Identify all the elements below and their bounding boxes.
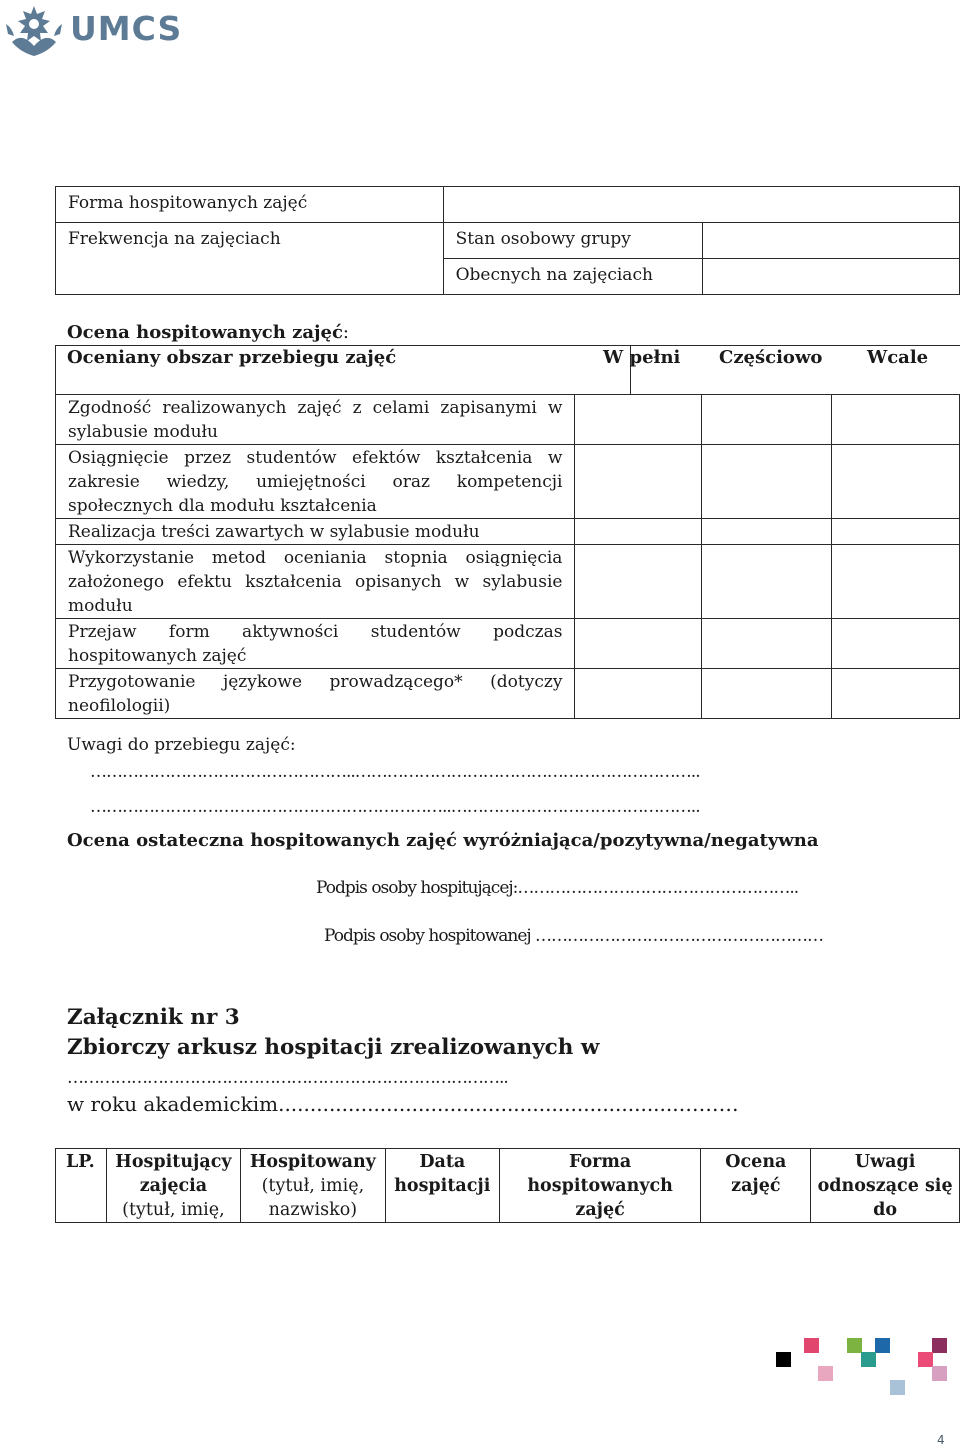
annex-dots[interactable]: ……………………………………………………………………….. — [67, 1068, 508, 1088]
rating-partial-cell[interactable] — [702, 545, 832, 619]
remarks-label: Uwagi do przebiegu zajęć: — [67, 735, 296, 755]
annex-subtitle: Zbiorczy arkusz hospitacji zrealizowanych w — [67, 1035, 600, 1060]
rating-partial-cell[interactable] — [702, 395, 832, 445]
assessment-row-label: Osiągnięcie przez studentów efektów kształcenia w zakresie wiedzy, umiejętności oraz kompetencji społecznych dla modułu kształcenia — [56, 445, 575, 519]
assessment-row-label: Przejaw form aktywności studentów podczas hospitowanych zajęć — [56, 619, 575, 669]
decor-square — [861, 1352, 876, 1367]
rating-none-cell[interactable] — [832, 545, 960, 619]
decor-square — [875, 1338, 890, 1353]
col-hospitowany-header: Hospitowany (tytuł, imię, nazwisko) — [240, 1149, 385, 1223]
remarks-line-1[interactable]: …………………………………………..……………………………………………………….. — [90, 762, 700, 782]
rating-none-cell[interactable] — [832, 445, 960, 519]
rating-partial-cell[interactable] — [702, 519, 832, 545]
decor-square — [847, 1338, 862, 1353]
assessment-row-label: Realizacja treści zawartych w sylabusie modułu — [56, 519, 575, 545]
col-lp-header: LP. — [56, 1149, 107, 1223]
col-partial-header: Częściowo — [719, 347, 823, 368]
rating-partial-cell[interactable] — [702, 445, 832, 519]
decor-square — [818, 1366, 833, 1381]
rating-full-cell[interactable] — [575, 669, 702, 719]
final-grade: Ocena ostateczna hospitowanych zajęć wyróżniająca/pozytywna/negatywna — [67, 830, 819, 851]
decor-square — [804, 1338, 819, 1353]
assessment-row-label: Wykorzystanie metod oceniania stopnia osiągnięcia założonego efektu kształcenia opisanych w sylabusie modułu — [56, 545, 575, 619]
annex-table — [55, 1148, 960, 1223]
rating-partial-cell[interactable] — [702, 669, 832, 719]
col-none-header: Wcale — [867, 347, 929, 368]
rating-full-cell[interactable] — [575, 619, 702, 669]
signature-hospitujacej[interactable]: Podpis osoby hospitującej:…………………………………………….. — [316, 878, 799, 898]
rating-partial-cell[interactable] — [702, 619, 832, 669]
col-hospitujacy-header: Hospitujący zajęcia (tytuł, imię, — [106, 1149, 240, 1223]
assessment-row-label: Przygotowanie językowe prowadzącego* (dotyczy neofilologii) — [56, 669, 575, 719]
frekwencja-label: Frekwencja na zajęciach — [56, 223, 444, 295]
col-ocena-header: Ocena zajęć — [701, 1149, 811, 1223]
decor-square — [918, 1352, 933, 1367]
col-area-header: Oceniany obszar przebiegu zajęć — [67, 347, 397, 368]
annex-year: w roku akademickim...............................................................……… — [67, 1092, 739, 1116]
rating-none-cell[interactable] — [832, 395, 960, 445]
rating-full-cell[interactable] — [575, 545, 702, 619]
col-uwagi-header: Uwagi odnoszące się do — [811, 1149, 960, 1223]
assessment-row-label: Zgodność realizowanych zajęć z celami zapisanymi w sylabusie modułu — [56, 395, 575, 445]
class-info-table — [55, 186, 960, 295]
rating-none-cell[interactable] — [832, 669, 960, 719]
umcs-logo-text: UMCS — [70, 9, 183, 48]
col-forma-header: Forma hospitowanych zajęć — [499, 1149, 701, 1223]
rating-none-cell[interactable] — [832, 519, 960, 545]
stan-label: Stan osobowy grupy — [443, 223, 703, 259]
obecnych-label: Obecnych na zajęciach — [443, 259, 703, 295]
decor-square — [932, 1366, 947, 1381]
signature-hospitowanej[interactable]: Podpis osoby hospitowanej ……………………………………………… — [324, 926, 824, 946]
rating-full-cell[interactable] — [575, 445, 702, 519]
decor-square — [890, 1380, 905, 1395]
assessment-header-row — [55, 345, 960, 394]
forma-value-cell[interactable] — [443, 187, 959, 223]
decor-square — [932, 1338, 947, 1353]
col-full-header: W pełni — [603, 347, 681, 368]
rating-full-cell[interactable] — [575, 395, 702, 445]
stan-value-cell[interactable] — [703, 223, 960, 259]
decor-square — [776, 1352, 791, 1367]
remarks-line-2[interactable]: …………………………………………………………..……………………………………….. — [90, 797, 700, 817]
forma-label: Forma hospitowanych zajęć — [56, 187, 444, 223]
assessment-table — [55, 394, 960, 719]
annex-title: Załącznik nr 3 — [67, 1005, 240, 1030]
rating-none-cell[interactable] — [832, 619, 960, 669]
page-number: 4 — [937, 1433, 945, 1447]
rating-full-cell[interactable] — [575, 519, 702, 545]
obecnych-value-cell[interactable] — [703, 259, 960, 295]
col-data-header: Data hospitacji — [385, 1149, 499, 1223]
assessment-heading: Ocena hospitowanych zajęć: — [67, 322, 349, 343]
